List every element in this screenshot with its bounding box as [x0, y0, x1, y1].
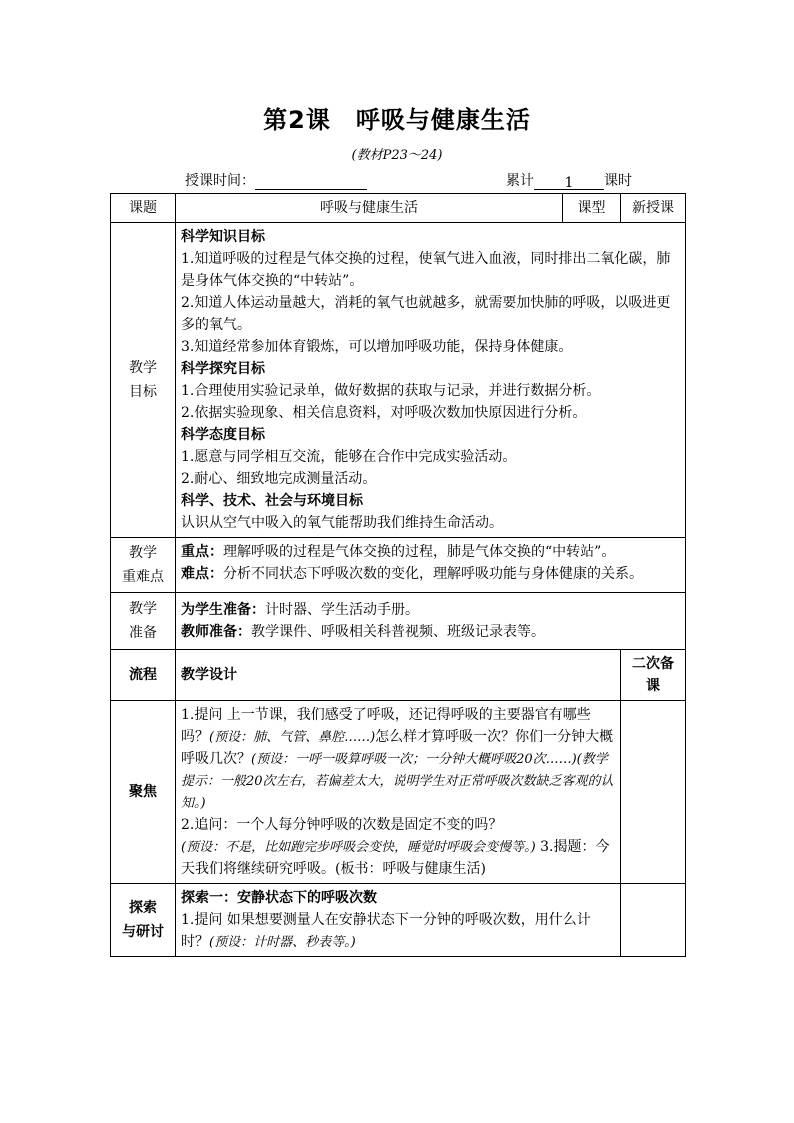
student-prep-text: 计时器、学生活动手册。: [265, 602, 419, 618]
topic-label: 课题: [111, 194, 176, 223]
lesson-plan-table: [110, 193, 686, 957]
design-label: 教学设计: [176, 650, 621, 701]
lesson-count-field[interactable]: 1: [534, 175, 604, 190]
explore-label: 探索 与研讨: [111, 884, 176, 957]
explore-question-1: 1.提问 如果想要测量人在安静状态下一分钟的呼吸次数，用什么计时？: [181, 912, 591, 950]
focus-preset-1b: (预设：一呼一吸算呼吸一次；一分钟大概呼吸20次……)(教学提示：一般20次左右，若偏差太大，说明学生对正常呼吸次数缺乏客观的认知。): [181, 752, 614, 811]
key-point-label: 重点：: [181, 544, 223, 560]
focus-preset-2: (预设：不是，比如跑完步呼吸会变快，睡觉时呼吸会变慢等。): [181, 840, 536, 855]
explore-second-prep[interactable]: [621, 884, 686, 957]
lesson-count-label: 累计: [506, 173, 534, 189]
explore-content: [176, 884, 621, 957]
lesson-time-field[interactable]: [255, 175, 367, 190]
focus-content: [176, 701, 621, 884]
difficulty-label: 难点：: [181, 566, 223, 582]
second-prep-label: 二次备课: [621, 650, 686, 701]
flow-label: 流程: [111, 650, 176, 701]
focus-reveal: 3.揭题：今天我们将继续研究呼吸。(板书：呼吸与健康生活): [181, 839, 610, 877]
key-points-content: [176, 538, 686, 593]
preparation-content: [176, 593, 686, 650]
type-value: 新授课: [621, 194, 686, 223]
explore-heading: 探索一：安静状态下的呼吸次数: [181, 890, 377, 906]
table-row-explore: [111, 884, 686, 957]
goal-attitude-1: 1.愿意与同学相互交流，能够在合作中完成实验活动。: [181, 449, 517, 465]
goal-heading-knowledge: 科学知识目标: [181, 229, 265, 245]
focus-question-1: 1.提问 上一节课，我们感受了呼吸，还记得呼吸的主要器官有哪些吗？: [181, 707, 591, 745]
table-row-topic: [111, 194, 686, 223]
teacher-prep-label: 教师准备：: [181, 624, 251, 640]
goal-knowledge-1: 1.知道呼吸的过程是气体交换的过程，使氧气进入血液，同时排出二氧化碳，肺是身体气体交换的“中转站”。: [181, 251, 671, 289]
explore-preset-1: (预设：计时器、秒表等。): [209, 935, 356, 950]
table-row-preparation: [111, 593, 686, 650]
table-row-goals: [111, 223, 686, 538]
goals-label: 教学 目标: [111, 223, 176, 538]
table-row-focus: [111, 701, 686, 884]
goal-attitude-2: 2.耐心、细致地完成测量活动。: [181, 471, 377, 487]
key-point-text: 理解呼吸的过程是气体交换的过程，肺是气体交换的“中转站”。: [223, 544, 616, 560]
goal-inquiry-2: 2.依据实验现象、相关信息资料，对呼吸次数加快原因进行分析。: [181, 405, 587, 421]
goal-stse-1: 认识从空气中吸入的氧气能帮助我们维持生命活动。: [181, 515, 503, 531]
goal-inquiry-1: 1.合理使用实验记录单，做好数据的获取与记录，并进行数据分析。: [181, 383, 601, 399]
lesson-count: [506, 170, 632, 190]
focus-second-prep[interactable]: [621, 701, 686, 884]
goal-heading-stse: 科学、技术、社会与环境目标: [181, 493, 363, 509]
page-title: 第2课 呼吸与健康生活: [263, 106, 531, 134]
focus-preset-1: (预设：肺、气管、鼻腔……): [209, 730, 376, 745]
goals-content: [176, 223, 686, 538]
focus-question-2: 2.追问：一个人每分钟呼吸的次数是固定不变的吗？: [181, 817, 503, 833]
textbook-reference: (教材P23～24): [351, 148, 443, 163]
goal-knowledge-2: 2.知道人体运动量越大，消耗的氧气也就越多，就需要加快肺的呼吸，以吸进更多的氧气。: [181, 295, 671, 333]
difficulty-text: 分析不同状态下呼吸次数的变化，理解呼吸功能与身体健康的关系。: [223, 566, 643, 582]
table-row-flow-header: [111, 650, 686, 701]
preparation-label: 教学 准备: [111, 593, 176, 650]
lesson-count-suffix: 课时: [604, 173, 632, 189]
focus-question-1b: 怎么样才算呼吸一次？你们一分钟大概呼吸几次？: [181, 729, 614, 767]
topic-value: 呼吸与健康生活: [176, 194, 563, 223]
lesson-time-label: 授课时间：: [185, 173, 255, 189]
goal-heading-inquiry: 科学探究目标: [181, 361, 265, 377]
focus-label: 聚焦: [111, 701, 176, 884]
student-prep-label: 为学生准备：: [181, 602, 265, 618]
goal-knowledge-3: 3.知道经常参加体育锻炼，可以增加呼吸功能，保持身体健康。: [181, 339, 573, 355]
teacher-prep-text: 教学课件、呼吸相关科普视频、班级记录表等。: [251, 624, 545, 640]
goal-heading-attitude: 科学态度目标: [181, 427, 265, 443]
lesson-time: [185, 170, 367, 190]
key-points-label: 教学 重难点: [111, 538, 176, 593]
table-row-key-points: [111, 538, 686, 593]
type-label: 课型: [563, 194, 621, 223]
